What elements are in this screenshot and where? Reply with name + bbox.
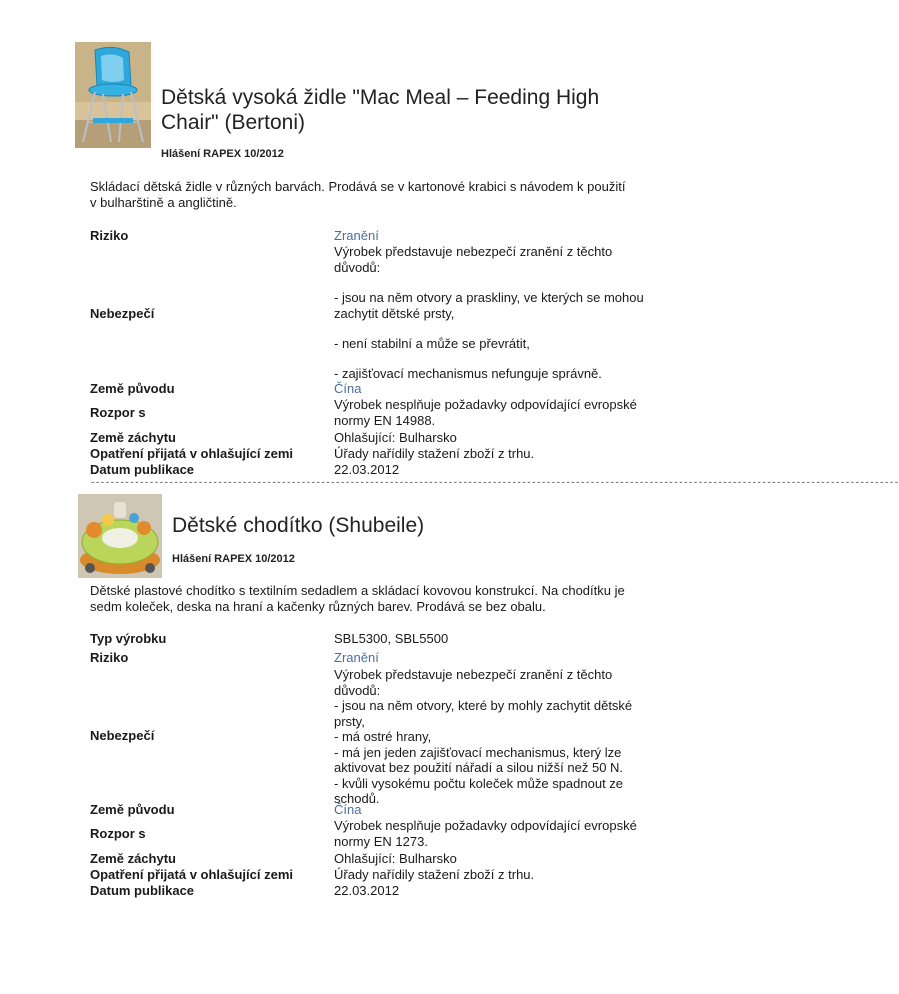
origin-link[interactable]: Čína — [334, 802, 362, 817]
caught-value: Ohlašující: Bulharsko — [334, 851, 457, 866]
label-danger: Nebezpečí — [90, 728, 155, 743]
danger-line: schodů. — [334, 791, 380, 806]
label-risk: Riziko — [90, 228, 129, 243]
risk-line: důvodů: — [334, 259, 381, 275]
danger-text — [334, 290, 644, 321]
breach-line: normy EN 1273. — [334, 833, 428, 849]
label-measures: Opatření přijatá v ohlašující zemi — [90, 867, 294, 882]
published-value: 22.03.2012 — [334, 462, 400, 477]
origin-link[interactable]: Čína — [334, 381, 362, 396]
danger-line: - má ostré hrany, — [334, 729, 432, 744]
risk-link[interactable]: Zranění — [334, 650, 379, 665]
rapex-report: Hlášení RAPEX 10/2012 — [172, 553, 295, 565]
danger-line: - má jen jeden zajišťovací mechanismus, který lze — [334, 744, 622, 760]
measures-value: Úřady nařídily stažení zboží z trhu. — [334, 446, 535, 461]
risk-line: Výrobek představuje nebezpečí zranění z těchto — [334, 667, 613, 682]
product-description — [90, 179, 760, 211]
risk-link[interactable]: Zranění — [334, 228, 379, 243]
label-origin: Země původu — [90, 802, 175, 817]
risk-line: Výrobek představuje nebezpečí zranění z těchto — [334, 244, 613, 259]
danger-line: zachytit dětské prsty, — [334, 305, 455, 321]
product-photo-baby-walker — [78, 494, 162, 578]
section-separator: --------------------------------------------------------------------------------------------------------------------------------------------------------------------- — [90, 478, 899, 488]
label-type: Typ výrobku — [90, 631, 167, 646]
breach-text — [334, 818, 637, 849]
breach-line: Výrobek nesplňuje požadavky odpovídající evropské — [334, 397, 637, 412]
product-photo-high-chair — [75, 42, 151, 148]
description-line: v bulharštině a angličtině. — [90, 195, 237, 210]
measures-value: Úřady nařídily stažení zboží z trhu. — [334, 867, 535, 882]
label-origin: Země původu — [90, 381, 175, 396]
description-line: Dětské plastové chodítko s textilním sedadlem a skládací kovovou konstrukcí. Na chodítku je — [90, 583, 625, 598]
high-chair-image — [75, 42, 151, 148]
danger-line: - zajišťovací mechanismus nefunguje správně. — [334, 366, 602, 381]
product-description — [90, 583, 760, 615]
label-danger: Nebezpečí — [90, 306, 155, 321]
danger-line: aktivovat bez použití nářadí a silou nižší než 50 N. — [334, 760, 624, 775]
product-title-line: Chair" (Bertoni) — [161, 111, 305, 134]
product-title — [161, 85, 751, 135]
label-published: Datum publikace — [90, 462, 195, 477]
danger-line: - není stabilní a může se převrátit, — [334, 336, 530, 351]
description-line: sedm koleček, deska na hraní a kačenky různých barev. Prodává se bez obalu. — [90, 599, 546, 614]
risk-text — [334, 244, 612, 275]
published-value: 22.03.2012 — [334, 883, 400, 898]
breach-line: Výrobek nesplňuje požadavky odpovídající evropské — [334, 818, 637, 833]
danger-line: - jsou na něm otvory a praskliny, ve kterých se mohou — [334, 290, 644, 305]
label-caught: Země záchytu — [90, 430, 176, 445]
label-measures: Opatření přijatá v ohlašující zemi — [90, 446, 294, 461]
danger-line: prsty, — [334, 713, 365, 729]
product-title-line: Dětská vysoká židle "Mac Meal – Feeding High — [161, 86, 600, 109]
caught-value: Ohlašující: Bulharsko — [334, 430, 457, 445]
label-breach: Rozpor s — [90, 405, 146, 420]
breach-line: normy EN 14988. — [334, 412, 436, 428]
description-line: Skládací dětská židle v různých barvách. Prodává se v kartonové krabici s návodem k použití — [90, 179, 626, 194]
label-breach: Rozpor s — [90, 826, 146, 841]
risk-text — [334, 667, 632, 807]
type-value: SBL5300, SBL5500 — [334, 631, 449, 646]
baby-walker-image — [78, 494, 162, 578]
breach-text — [334, 397, 637, 428]
danger-line: - kvůli vysokému počtu koleček může spadnout ze — [334, 775, 624, 791]
label-risk: Riziko — [90, 650, 129, 665]
label-published: Datum publikace — [90, 883, 195, 898]
label-caught: Země záchytu — [90, 851, 176, 866]
danger-line: - jsou na něm otvory, které by mohly zachytit dětské — [334, 698, 633, 713]
risk-line: důvodů: — [334, 682, 381, 698]
rapex-report: Hlášení RAPEX 10/2012 — [161, 148, 284, 160]
product-title: Dětské chodítko (Shubeile) — [172, 514, 425, 537]
